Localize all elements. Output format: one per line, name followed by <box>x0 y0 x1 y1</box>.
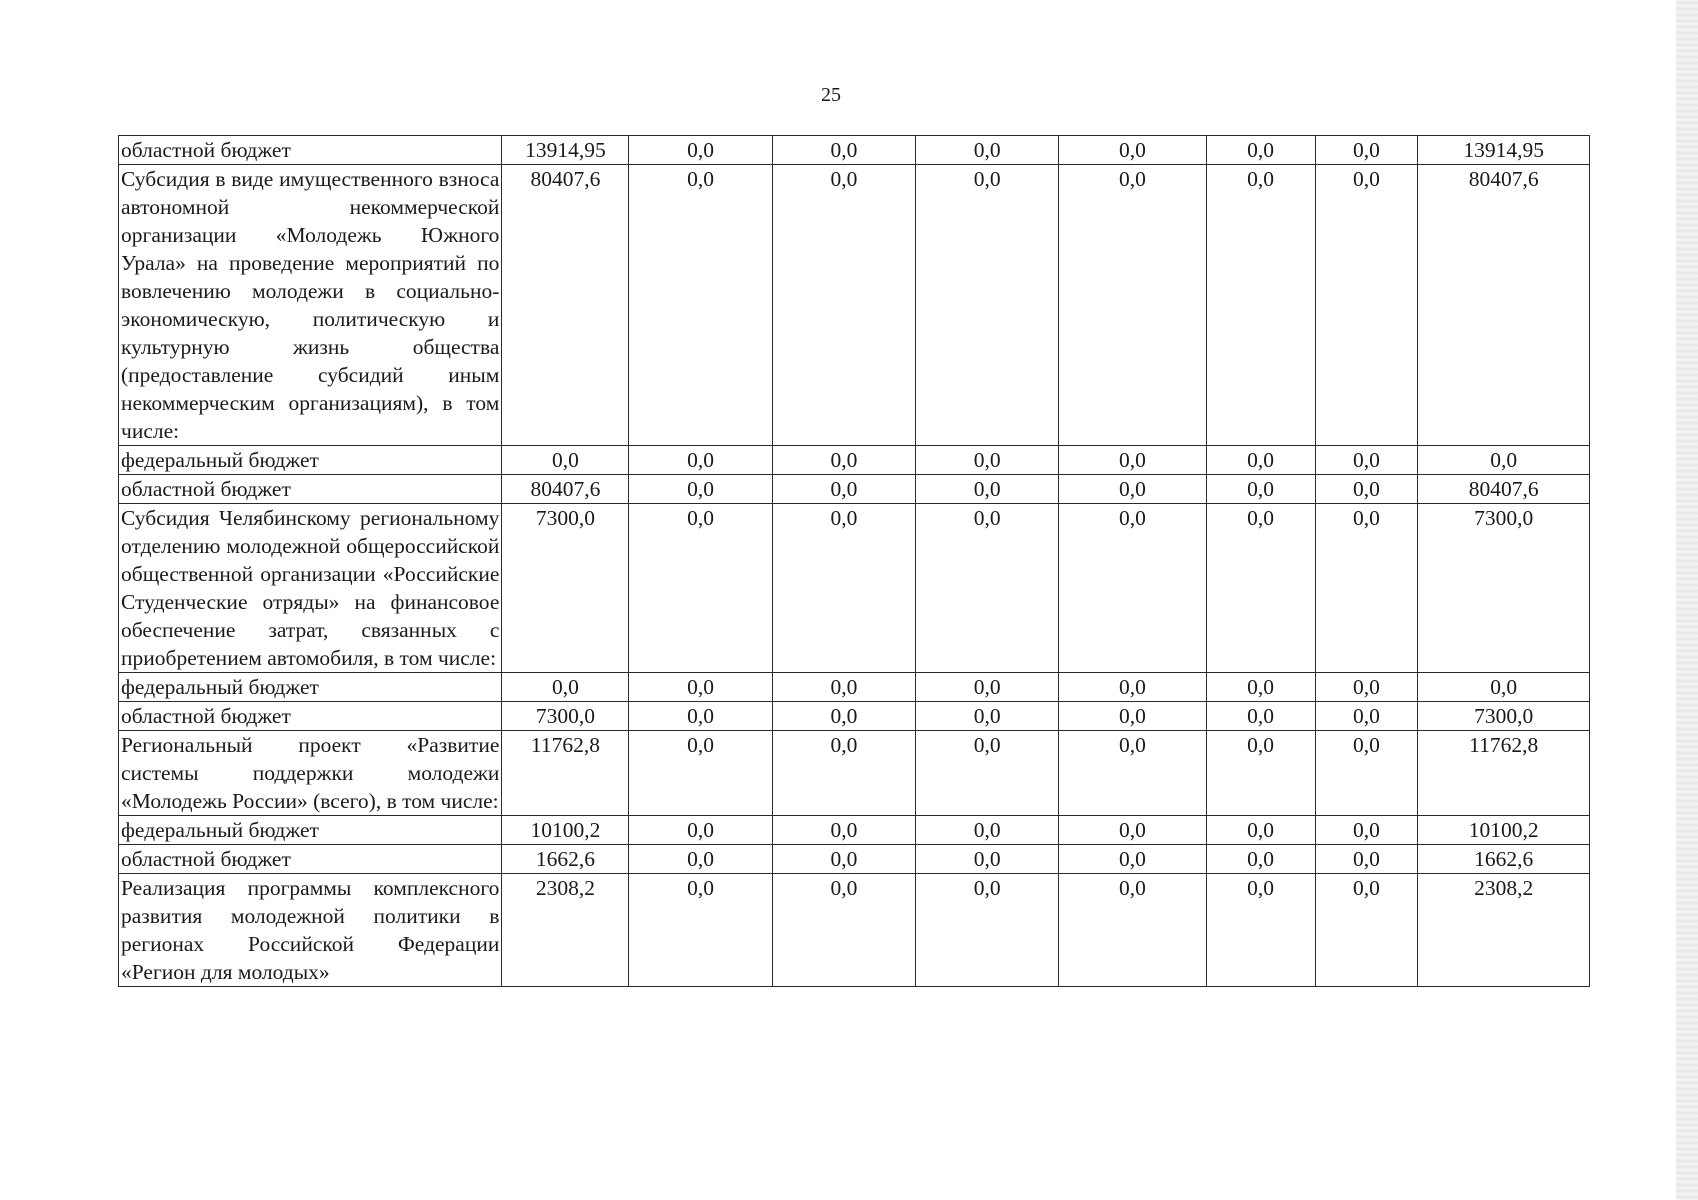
value-cell: 0,0 <box>1059 475 1206 504</box>
value-cell: 0,0 <box>1206 816 1315 845</box>
total-value-cell: 0,0 <box>1418 673 1590 702</box>
value-cell: 0,0 <box>1059 446 1206 475</box>
table-row <box>119 816 1590 845</box>
value-cell: 0,0 <box>629 845 772 874</box>
value-cell: 0,0 <box>1315 673 1418 702</box>
budget-table <box>118 135 1590 987</box>
value-cell: 0,0 <box>916 731 1059 816</box>
value-cell: 0,0 <box>772 136 915 165</box>
row-label-cell: Субсидия Челябинскому региональному отделению молодежной общероссийской общественной организации «Российские Студенческие отряды» на финансовое обеспечение затрат, связанных с приобретением автомобиля, в том числе: <box>119 504 502 673</box>
value-cell: 0,0 <box>629 136 772 165</box>
value-cell: 0,0 <box>629 702 772 731</box>
value-cell: 0,0 <box>629 475 772 504</box>
table-row <box>119 475 1590 504</box>
value-cell: 0,0 <box>916 504 1059 673</box>
value-cell: 0,0 <box>1059 731 1206 816</box>
row-label-cell: областной бюджет <box>119 136 502 165</box>
row-label-cell: областной бюджет <box>119 475 502 504</box>
value-cell: 0,0 <box>1206 673 1315 702</box>
row-label-cell: областной бюджет <box>119 702 502 731</box>
total-value-cell: 0,0 <box>1418 446 1590 475</box>
value-cell: 0,0 <box>1315 504 1418 673</box>
value-cell: 0,0 <box>772 845 915 874</box>
table-body <box>119 136 1590 987</box>
table-row <box>119 504 1590 673</box>
value-cell: 0,0 <box>1315 816 1418 845</box>
total-value-cell: 7300,0 <box>1418 504 1590 673</box>
table-row <box>119 165 1590 446</box>
value-cell: 0,0 <box>1059 702 1206 731</box>
page-number: 25 <box>821 84 841 106</box>
value-cell: 0,0 <box>629 504 772 673</box>
value-cell: 0,0 <box>1315 874 1418 987</box>
total-value-cell: 10100,2 <box>1418 816 1590 845</box>
value-cell: 0,0 <box>1206 504 1315 673</box>
row-label-cell: Субсидия в виде имущественного взноса автономной некоммерческой организации «Молодежь Южного Урала» на проведение мероприятий по вовлечению молодежи в социально-экономическую, политическую и культурную жизнь общества (предоставление субсидий иным некоммерческим организациям), в том числе: <box>119 165 502 446</box>
value-cell: 0,0 <box>772 475 915 504</box>
row-label-cell: областной бюджет <box>119 845 502 874</box>
value-cell: 0,0 <box>1059 874 1206 987</box>
value-cell: 0,0 <box>629 731 772 816</box>
value-cell: 2308,2 <box>502 874 629 987</box>
value-cell: 0,0 <box>1315 731 1418 816</box>
value-cell: 0,0 <box>772 446 915 475</box>
value-cell: 0,0 <box>1059 673 1206 702</box>
row-label-cell: федеральный бюджет <box>119 446 502 475</box>
value-cell: 0,0 <box>1315 475 1418 504</box>
value-cell: 0,0 <box>629 816 772 845</box>
total-value-cell: 80407,6 <box>1418 475 1590 504</box>
value-cell: 0,0 <box>1206 165 1315 446</box>
value-cell: 0,0 <box>1059 504 1206 673</box>
value-cell: 0,0 <box>916 165 1059 446</box>
value-cell: 0,0 <box>1206 475 1315 504</box>
value-cell: 11762,8 <box>502 731 629 816</box>
value-cell: 0,0 <box>772 874 915 987</box>
value-cell: 0,0 <box>1059 845 1206 874</box>
value-cell: 0,0 <box>502 673 629 702</box>
value-cell: 0,0 <box>916 874 1059 987</box>
value-cell: 13914,95 <box>502 136 629 165</box>
value-cell: 0,0 <box>772 816 915 845</box>
value-cell: 0,0 <box>1315 136 1418 165</box>
value-cell: 0,0 <box>1206 702 1315 731</box>
value-cell: 0,0 <box>772 673 915 702</box>
value-cell: 0,0 <box>1206 446 1315 475</box>
value-cell: 0,0 <box>916 446 1059 475</box>
value-cell: 0,0 <box>916 136 1059 165</box>
value-cell: 0,0 <box>629 673 772 702</box>
total-value-cell: 80407,6 <box>1418 165 1590 446</box>
value-cell: 0,0 <box>502 446 629 475</box>
value-cell: 0,0 <box>916 845 1059 874</box>
value-cell: 0,0 <box>1315 446 1418 475</box>
row-label-cell: Реализация программы комплексного развития молодежной политики в регионах Российской Федерации «Регион для молодых» <box>119 874 502 987</box>
value-cell: 80407,6 <box>502 165 629 446</box>
value-cell: 0,0 <box>1315 845 1418 874</box>
value-cell: 0,0 <box>772 702 915 731</box>
value-cell: 0,0 <box>1315 702 1418 731</box>
value-cell: 0,0 <box>772 731 915 816</box>
value-cell: 0,0 <box>916 816 1059 845</box>
total-value-cell: 13914,95 <box>1418 136 1590 165</box>
value-cell: 0,0 <box>916 475 1059 504</box>
value-cell: 0,0 <box>1059 165 1206 446</box>
value-cell: 1662,6 <box>502 845 629 874</box>
value-cell: 0,0 <box>916 702 1059 731</box>
table-row <box>119 845 1590 874</box>
value-cell: 0,0 <box>772 504 915 673</box>
value-cell: 0,0 <box>1206 845 1315 874</box>
value-cell: 7300,0 <box>502 504 629 673</box>
value-cell: 0,0 <box>629 874 772 987</box>
table-row <box>119 702 1590 731</box>
table-row <box>119 874 1590 987</box>
value-cell: 80407,6 <box>502 475 629 504</box>
row-label-cell: федеральный бюджет <box>119 816 502 845</box>
value-cell: 0,0 <box>1206 731 1315 816</box>
value-cell: 0,0 <box>629 446 772 475</box>
value-cell: 7300,0 <box>502 702 629 731</box>
scan-edge-artifact <box>1676 0 1698 1200</box>
table-row <box>119 136 1590 165</box>
value-cell: 0,0 <box>1206 874 1315 987</box>
row-label-cell: федеральный бюджет <box>119 673 502 702</box>
row-label-cell: Региональный проект «Развитие системы поддержки молодежи «Молодежь России» (всего), в том числе: <box>119 731 502 816</box>
value-cell: 0,0 <box>1315 165 1418 446</box>
value-cell: 0,0 <box>629 165 772 446</box>
table-row <box>119 673 1590 702</box>
table-row <box>119 446 1590 475</box>
value-cell: 10100,2 <box>502 816 629 845</box>
total-value-cell: 11762,8 <box>1418 731 1590 816</box>
total-value-cell: 1662,6 <box>1418 845 1590 874</box>
value-cell: 0,0 <box>916 673 1059 702</box>
value-cell: 0,0 <box>1059 136 1206 165</box>
table-row <box>119 731 1590 816</box>
value-cell: 0,0 <box>1059 816 1206 845</box>
value-cell: 0,0 <box>1206 136 1315 165</box>
total-value-cell: 2308,2 <box>1418 874 1590 987</box>
total-value-cell: 7300,0 <box>1418 702 1590 731</box>
value-cell: 0,0 <box>772 165 915 446</box>
